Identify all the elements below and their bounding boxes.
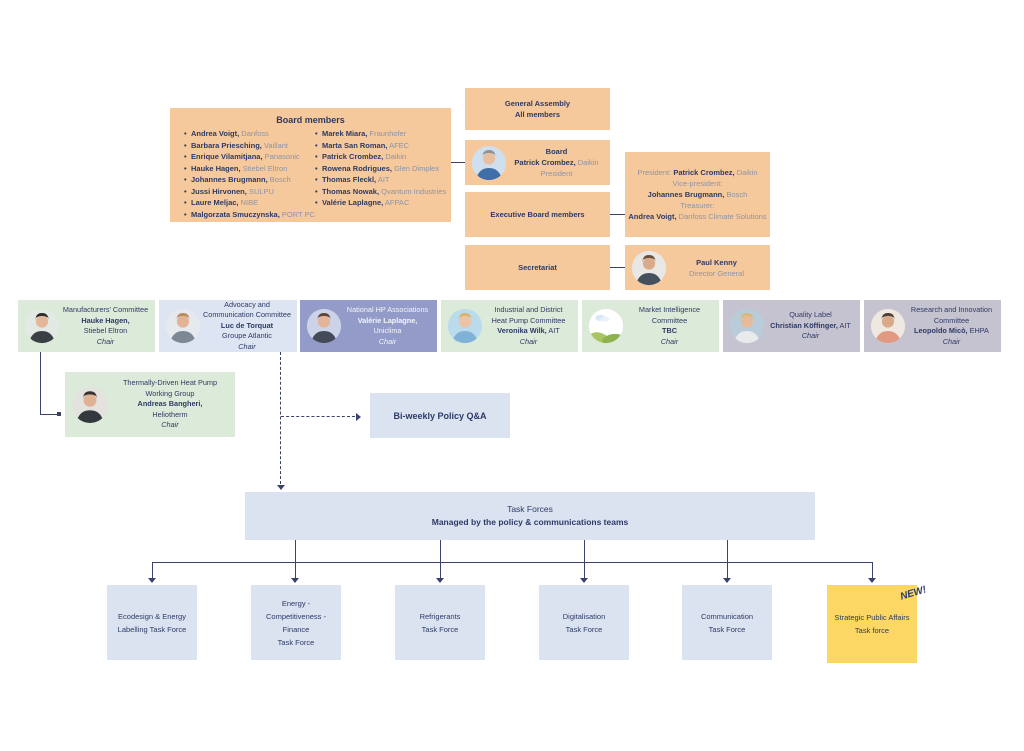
taskforce-line: Labelling Task Force (117, 624, 187, 634)
committee-chair-org: Uniclima (373, 326, 402, 335)
task-forces-bar (245, 492, 815, 540)
committee-title: Advocacy and (224, 299, 270, 309)
working-group-chair-name: Andreas Bangheri, (137, 399, 203, 409)
taskforce-line: Task Force (421, 624, 459, 634)
arrowhead-tf-3 (436, 578, 444, 583)
officers-box (625, 152, 770, 237)
luc-de-torquat-photo (165, 308, 201, 344)
working-group-chair-org: Heliotherm (152, 409, 188, 419)
director-name: Paul Kenny (696, 257, 737, 267)
working-group-chair-label: Chair (161, 420, 179, 430)
director-general-box (625, 245, 770, 290)
committee-chair-org: Groupe Atlantic (222, 331, 272, 341)
committee-title2: Committee (933, 315, 970, 325)
tf-drop-3 (440, 540, 441, 578)
task-forces-bar-title: Task Forces (507, 504, 553, 514)
committee-title: National HP Associations (346, 305, 429, 314)
new-badge: NEW! (899, 584, 929, 603)
tf-distribution-line (152, 562, 872, 563)
board-member: • Marek Miara, Fraunhofer (315, 128, 446, 140)
board-title: Board (545, 147, 568, 156)
taskforce-refrigerants (395, 585, 485, 660)
working-group-text (109, 378, 231, 431)
hauke-hagen-photo (24, 308, 60, 344)
tf-drop-5 (727, 540, 728, 578)
taskforce-line: Strategic Public Affairs (834, 613, 910, 622)
committee-chair-name: Hauke Hagen, (81, 315, 130, 325)
dashed-connector-advocacy-taskforces (280, 352, 281, 484)
taskforce-energy-competitiveness-finance (251, 585, 341, 660)
director-role: Director General (688, 268, 745, 278)
board-member: • Johannes Brugmann, Bosch (184, 174, 315, 186)
connector-boardmembers-board (451, 162, 465, 163)
treasurer-label: Treasurer: (680, 201, 715, 210)
taskforce-line: Competitiveness - (265, 611, 327, 621)
arrowhead-tf-5 (723, 578, 731, 583)
valerie-laplagne-photo (306, 308, 342, 344)
committee-title: Market Intelligence (638, 305, 701, 314)
committee-chair-label: Chair (238, 341, 256, 351)
board-members-right-list (315, 128, 446, 220)
committee-chair-label: Chair (660, 336, 679, 346)
board-chair-line: Patrick Crombez, Daikin (514, 158, 599, 167)
task-forces-bar-subtitle: Managed by the policy & communications teams (431, 517, 629, 527)
board-members-columns (170, 125, 451, 220)
board-members-box (170, 108, 451, 222)
andreas-bangheri-photo (71, 386, 109, 424)
connector-secretariat-director (610, 267, 625, 268)
taskforce-line: Refrigerants (419, 611, 461, 621)
working-group-title2: Working Group (145, 388, 195, 398)
general-assembly-line1: General Assembly (504, 99, 571, 108)
committee-title: Research and Innovation (910, 305, 993, 314)
arrowhead-tf-1 (148, 578, 156, 583)
biweekly-policy-qa-box (370, 393, 510, 438)
committee-chair-line: Christian Köffinger, AIT (770, 320, 851, 330)
committee-advocacy-text (201, 300, 293, 353)
working-group-thermally-driven (65, 372, 235, 437)
committee-chair-name: Valérie Laplagne, (357, 315, 418, 325)
board-role: President (540, 169, 573, 178)
board-member: • Marta San Roman, AFEC (315, 140, 446, 152)
board-box (465, 140, 610, 185)
committee-research-innovation (864, 300, 1001, 352)
taskforce-line: Task Force (277, 637, 315, 647)
taskforce-line: Finance (282, 624, 310, 634)
committee-title: Industrial and District (494, 305, 563, 314)
arrowhead-tf-2 (291, 578, 299, 583)
board-member: • Thomas Fleckl, AIT (315, 174, 446, 186)
board-member: • Andrea Voigt, Danfoss (184, 128, 315, 140)
committee-chair-label: Chair (801, 331, 820, 341)
taskforce-strategic-public-affairs (827, 584, 929, 663)
taskforce-line: Energy - (281, 598, 311, 608)
connector-exec-officers (610, 214, 625, 215)
committee-research-innovation-text (906, 305, 997, 347)
connector-wg-endpoint (57, 412, 61, 416)
secretariat-box (465, 245, 610, 290)
secretariat-label: Secretariat (518, 263, 557, 272)
committee-industrial (441, 300, 578, 352)
board-member: • Barbara Priesching, Vaillant (184, 140, 315, 152)
committee-title: Quality Label (789, 310, 832, 320)
committee-national-hp-text (342, 305, 433, 347)
general-assembly-line2: All members (514, 110, 561, 119)
board-member: • Thomas Nowak, Qvantum Industries (315, 186, 446, 198)
committee-chair-line: Leopoldo Micò, EHPA (914, 326, 989, 335)
connector-manufacturers-wg-vertical (40, 352, 41, 414)
board-members-title: Board members (276, 115, 345, 125)
dashed-connector-advocacy-biweekly (281, 416, 355, 417)
arrowhead-down-taskforces (277, 485, 285, 490)
committee-national-hp (300, 300, 437, 352)
president-line: President: Patrick Crombez, Daikin (637, 168, 758, 177)
biweekly-policy-qa-label: Bi-weekly Policy Q&A (393, 410, 487, 421)
committee-chair-label: Chair (519, 336, 538, 346)
committee-manufacturers (18, 300, 155, 352)
leopoldo-mico-photo (870, 308, 906, 344)
patrick-crombez-photo (471, 145, 507, 181)
board-member: • Jussi Hirvonen, SULPU (184, 186, 315, 198)
director-general-text (667, 257, 766, 279)
committee-chair-label: Chair (96, 336, 115, 346)
taskforce-line: Communication (700, 611, 754, 621)
board-member: • Laure Meljac, NIBE (184, 197, 315, 209)
board-member: • Hauke Hagen, Stiebel Eltron (184, 163, 315, 175)
committee-chair-label: Chair (942, 336, 961, 346)
board-member: • Rowena Rodrigues, Glen Dimplex (315, 163, 446, 175)
paul-kenny-photo (631, 250, 667, 286)
board-member: • Malgorzata Smuczynska, PORT PC (184, 209, 315, 221)
taskforce-digitalisation (539, 585, 629, 660)
tf-drop-1 (152, 562, 153, 578)
committee-advocacy (159, 300, 297, 352)
committee-chair-org: Stiebel Eltron (83, 326, 128, 335)
committee-quality-label (723, 300, 860, 352)
taskforce-communication (682, 585, 772, 660)
committee-chair-line: Veronika Wilk, AIT (497, 326, 560, 335)
taskforce-line: Task force (854, 626, 890, 635)
committee-market-intelligence-text (624, 305, 715, 347)
veronika-wilk-photo (447, 308, 483, 344)
board-box-text (507, 146, 606, 179)
arrowhead-right-biweekly (356, 413, 361, 421)
tf-drop-4 (584, 540, 585, 578)
vp-label: Vice-president: (672, 179, 723, 188)
vp-line: Johannes Brugmann, Bosch (647, 190, 748, 199)
committee-quality-label-text (765, 310, 856, 342)
taskforce-line: Digitalisation (562, 611, 606, 621)
landscape-placeholder-icon (588, 308, 624, 344)
committee-chair-label: Chair (378, 336, 397, 346)
general-assembly-box (465, 88, 610, 130)
treasurer-line: Andrea Voigt, Danfoss Climate Solutions (628, 212, 767, 221)
committee-market-intelligence (582, 300, 719, 352)
working-group-title: Thermally-Driven Heat Pump (122, 378, 218, 388)
arrowhead-tf-6 (868, 578, 876, 583)
tf-drop-6 (872, 562, 873, 578)
arrowhead-tf-4 (580, 578, 588, 583)
committee-title2: Heat Pump Committee (491, 315, 566, 325)
committee-chair-name: Luc de Torquat (220, 320, 274, 330)
board-member: • Valérie Laplagne, AFPAC (315, 197, 446, 209)
executive-board-box (465, 192, 610, 237)
committee-manufacturers-text (60, 305, 151, 347)
taskforce-ecodesign (107, 585, 197, 660)
committee-chair-name: TBC (662, 326, 677, 335)
board-member: • Patrick Crombez, Daikin (315, 151, 446, 163)
board-member: • Enrique Vilamitjana, Panasonic (184, 151, 315, 163)
taskforce-line: Task Force (565, 624, 603, 634)
committee-title: Manufacturers' Committee (62, 305, 149, 314)
executive-board-label: Executive Board members (490, 210, 585, 219)
taskforce-line: Task Force (708, 624, 746, 634)
board-members-left-list (184, 128, 315, 220)
taskforce-line: Ecodesign & Energy (118, 611, 186, 621)
committee-title2: Committee (651, 315, 688, 325)
christian-koffinger-photo (729, 308, 765, 344)
committee-title2: Communication Committee (203, 310, 291, 320)
tf-drop-2 (295, 540, 296, 578)
committee-industrial-text (483, 305, 574, 347)
